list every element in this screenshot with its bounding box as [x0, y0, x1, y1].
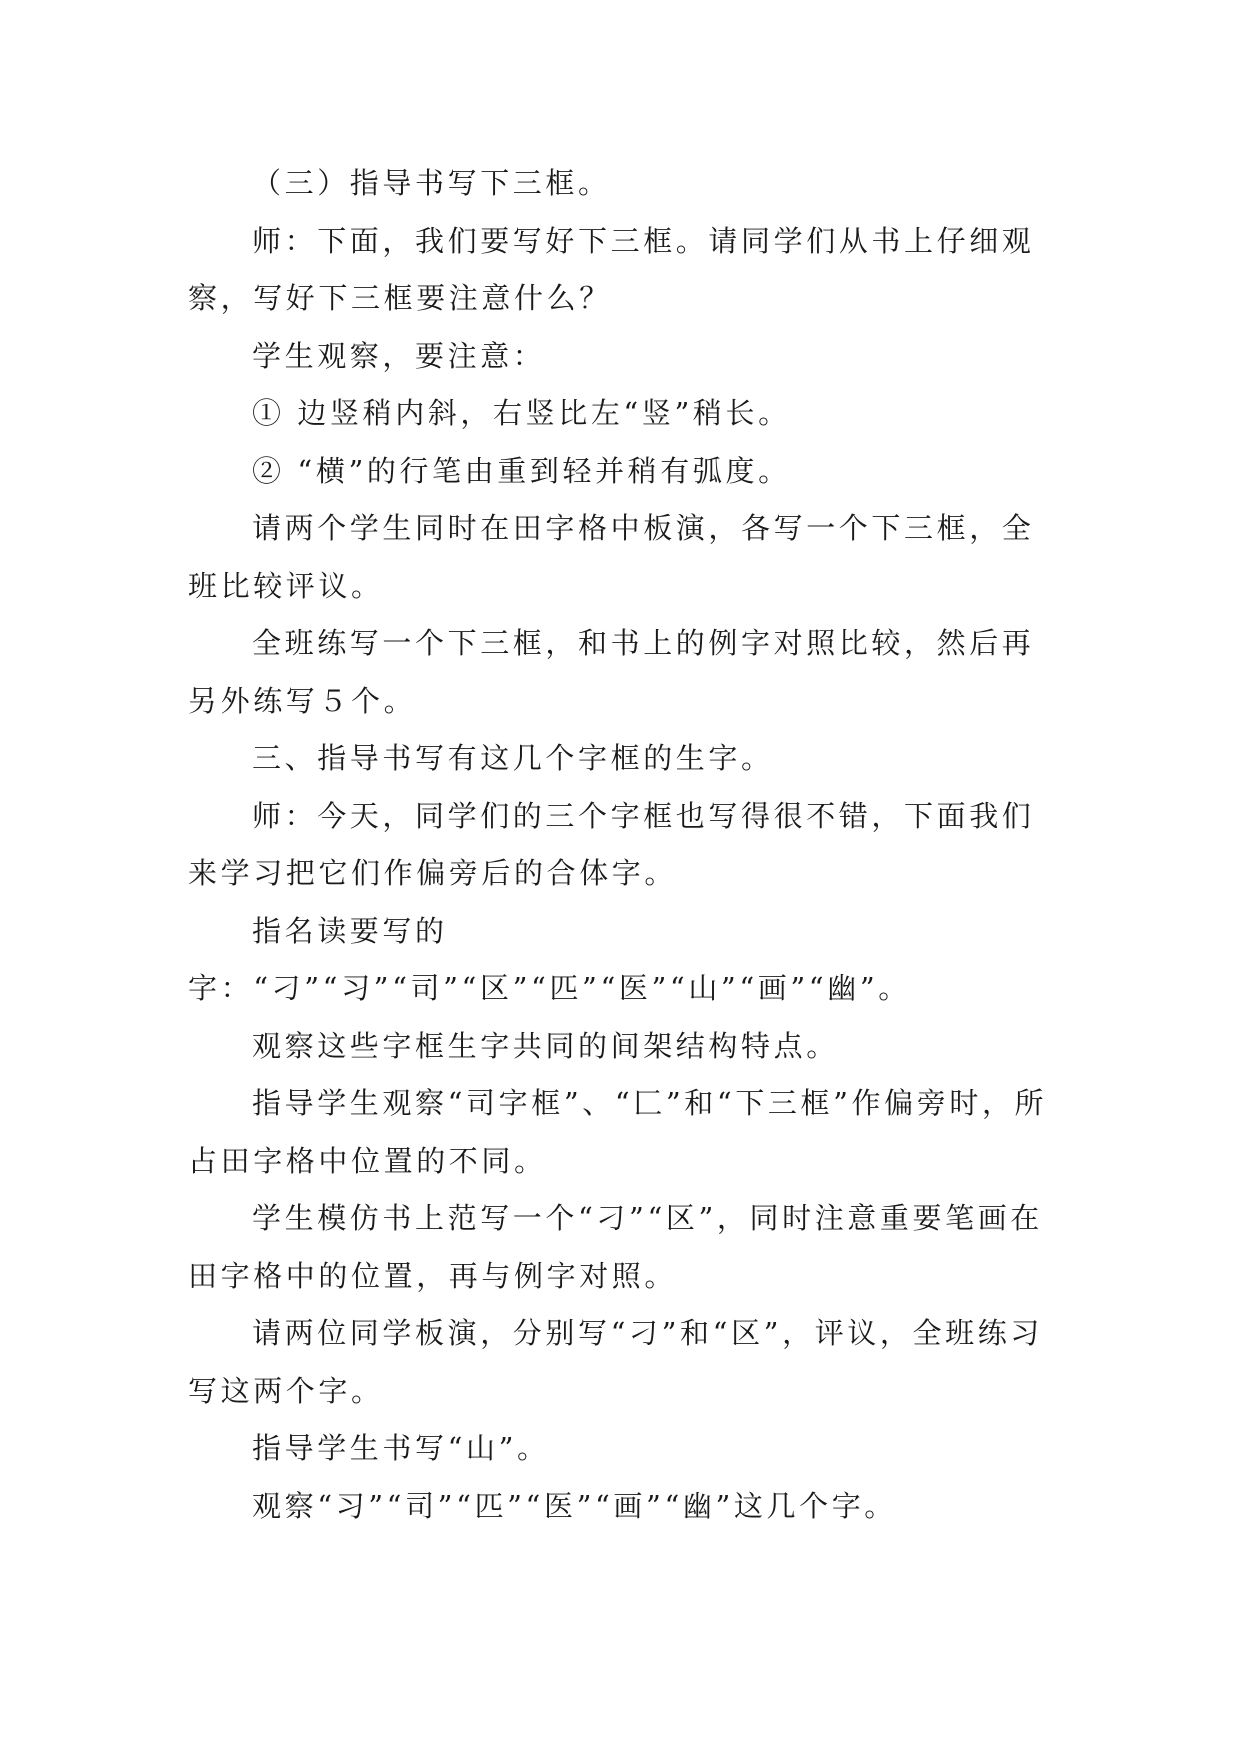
paragraph-observe-chars: 观察“习”“司”“匹”“医”“画”“幽”这几个字。: [252, 1488, 897, 1523]
paragraph-class-practice: 全班练写一个下三框，和书上的例字对照比较，然后再另外练写５个。: [188, 626, 1035, 718]
paragraph-write-shan: 指导学生书写“山”。: [252, 1431, 550, 1465]
paragraph-guide-position: 指导学生观察“司字框”、“匚”和“下三框”作偏旁时，所占田字格中位置的不同。: [188, 1086, 1048, 1178]
paragraph-section-3: 三、指导书写有这几个字框的生字。: [252, 741, 774, 775]
paragraph-board-two: 请两位同学板演，分别写“刁”和“区”，评议，全班练习写这两个字。: [188, 1316, 1043, 1408]
paragraph-observe-structure: 观察这些字框生字共同的间架结构特点。: [252, 1028, 839, 1063]
paragraph-teacher-question: 师：下面，我们要写好下三框。请同学们从书上仔细观察，写好下三框要注意什么？: [188, 223, 1035, 315]
paragraph-heading-3: （三）指导书写下三框。: [252, 166, 611, 200]
paragraph-board-demo: 请两个学生同时在田字格中板演，各写一个下三框，全班比较评议。: [188, 511, 1035, 603]
paragraph-teacher-intro: 师：今天，同学们的三个字框也写得很不错，下面我们来学习把它们作偏旁后的合体字。: [188, 798, 1035, 890]
paragraph-imitate-writing: 学生模仿书上范写一个“刁”“区”，同时注意重要笔画在田字格中的位置，再与例字对照。: [188, 1201, 1043, 1293]
document-body: [188, 155, 1056, 1535]
paragraph-point-1: ① 边竖稍内斜，右竖比左“竖”稍长。: [252, 396, 791, 430]
paragraph-student-observation: 学生观察，要注意：: [252, 338, 546, 373]
paragraph-point-2: ② “横”的行笔由重到轻并稍有弧度。: [252, 453, 791, 488]
paragraph-read-characters: 指名读要写的字：“刁”“习”“司”“区”“匹”“医”“山”“画”“幽”。: [188, 913, 911, 1005]
